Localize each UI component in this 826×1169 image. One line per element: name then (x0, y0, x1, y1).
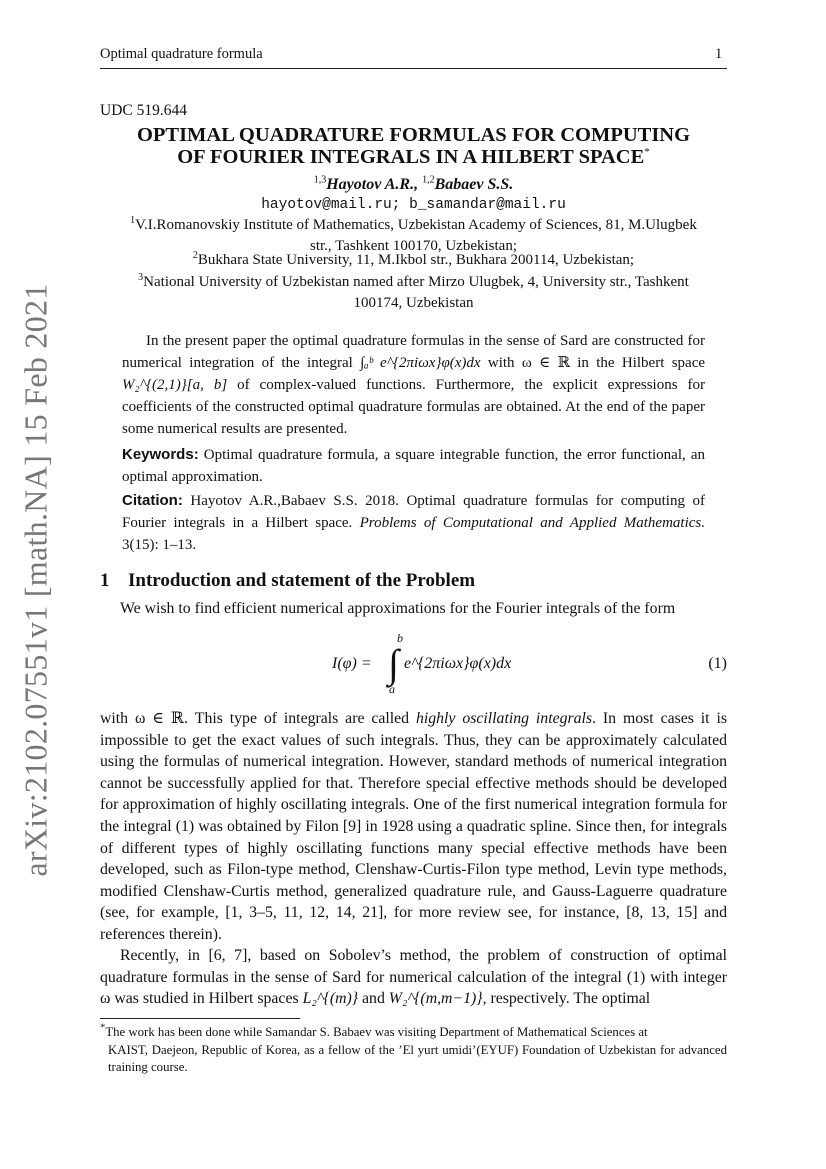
author-2-affil: 1,2 (422, 174, 435, 186)
section-number: 1 (100, 570, 110, 591)
intro-p2-text: Recently, in [6, 7], based on Sobolev’s method, the problem of construction of optimal quadrature formulas in the sense of Sard for numerical calculation of the integral (1) with integer ω was studied in Hilbert spaces (100, 947, 727, 1008)
keywords-label: Keywords: (122, 446, 199, 463)
affiliation-3 (100, 272, 727, 314)
intro-p1-emphasis: highly oscillating integrals (415, 710, 593, 727)
keywords-text: Optimal quadrature formula, a square integrable function, the error functional, an optimal approximation. (122, 447, 706, 485)
running-title: Optimal quadrature formula (100, 46, 263, 62)
affiliation-1-mark: 1 (130, 215, 136, 226)
equation-number: (1) (708, 655, 727, 672)
intro-p2-and: and (362, 990, 385, 1008)
udc-code: UDC 519.644 (100, 102, 187, 119)
intro-paragraph-2 (100, 945, 727, 1010)
abstract-text-1: In the present paper the optimal quadrature formulas in the sense of Sard are constructed for numerical integration of the integral (122, 333, 705, 371)
citation-text: Hayotov A.R.,Babaev S.S. 2018. Optimal quadrature formulas for computing of Fourier integrals in a Hilbert space. (122, 493, 705, 531)
arxiv-id: arXiv:2102.07551v1 [math.NA] 15 Feb 2021 (17, 283, 54, 877)
footnote-rule (100, 1018, 300, 1019)
paper-title (100, 124, 727, 168)
footnote-line-1: The work has been done while Samandar S. Babaev was visiting Department of Mathematical Sciences at (105, 1025, 648, 1039)
affiliation-1-line-2: str., Tashkent 100170, Uzbekistan; (310, 238, 517, 254)
keywords (122, 444, 705, 488)
section-title: Introduction and statement of the Problem (128, 570, 476, 591)
integral-sign: ∫ (388, 641, 399, 686)
equation-1 (100, 631, 727, 702)
intro-p1-text-a: with ω ∈ ℝ. This type of integrals are called (100, 710, 410, 727)
author-emails: hayotov@mail.ru; b_samandar@mail.ru (261, 197, 566, 213)
equation-lower-limit: a (389, 682, 395, 696)
title-line-1: OPTIMAL QUADRATURE FORMULAS FOR COMPUTING (136, 124, 691, 146)
equation-upper-limit: b (397, 631, 403, 645)
authors (100, 176, 727, 194)
abstract-space: W₂^{(2,1)}[a, b] (122, 377, 228, 393)
intro-p2-end: , respectively. The optimal (482, 990, 651, 1008)
footnote-continuation: KAIST, Daejeon, Republic of Korea, as a fellow of the ’El yurt umidi’(EYUF) Foundation of Uzbekistan for advanced training course. (108, 1042, 727, 1074)
citation (122, 490, 705, 556)
affiliation-3-mark: 3 (138, 272, 144, 283)
abstract-text-3: of complex-valued functions. Furthermore, the explicit expressions for coefficients of the constructed optimal quadrature formulas are obtained. At the end of the paper some numerical results are presented. (122, 377, 705, 437)
citation-issue: 3(15): 1–13. (122, 537, 197, 553)
footnote (100, 1024, 727, 1077)
intro-p2-space-1: L₂^{(m)} (302, 990, 359, 1008)
abstract-integral: ∫ₐᵇ e^{2πiωx}φ(x)dx (360, 355, 481, 371)
citation-label: Citation: (122, 492, 183, 509)
author-2: Babaev S.S. (434, 176, 514, 193)
affiliation-2-mark: 2 (192, 250, 198, 261)
footnote-mark: * (100, 1022, 106, 1034)
section-heading (100, 570, 475, 592)
intro-lead-text: We wish to find efficient numerical approximations for the Fourier integrals of the form (120, 600, 676, 617)
title-footnote-mark: * (644, 146, 650, 159)
citation-journal: Problems of Computational and Applied Mathematics. (359, 515, 705, 531)
author-1: Hayotov A.R., (326, 176, 419, 193)
affiliation-2 (100, 250, 727, 271)
intro-p1-text-b: . In most cases it is impossible to get the exact values of such integrals. Thus, they can be approximately calculated using the formulas of numerical integration. However, standard methods of numerical integration cannot be successfully applied for that. Therefore special effective methods should be developed for approximation of highly oscillating integrals. One of the first numerical integration formula for the integral (1) was obtained by Filon [9] in 1928 using a quadratic spline. Since then, for integrals of different types of highly oscillating functions many special effective methods have been developed, such as Filon-type method, Clenshaw-Curtis-Filon type method, Levin type methods, modified Clenshaw-Curtis method, generalized quadrature rule, and Gauss-Laguerre quadrature (see, for example, [1, 3–5, 11, 12, 14, 21], for more review see, for instance, [8, 13, 15] and references therein). (100, 710, 727, 943)
affiliation-3-line-2: 100174, Uzbekistan (353, 295, 474, 311)
affiliation-2-line-1: Bukhara State University, 11, M.Ikbol str., Bukhara 200114, Uzbekistan; (197, 252, 635, 268)
intro-paragraph-1 (100, 708, 727, 946)
affiliation-3-line-1: National University of Uzbekistan named after Mirzo Ulugbek, 4, University str., Tashkent (143, 274, 689, 290)
intro-p2-space-2: W₂^{(m,m−1)} (388, 990, 483, 1008)
arxiv-stamp (6, 283, 66, 877)
affiliation-1-line-1: V.I.Romanovskiy Institute of Mathematics, Uzbekistan Academy of Sciences, 81, M.Ulugbek (135, 217, 697, 233)
equation-rhs: e^{2πiωx}φ(x)dx (404, 655, 512, 672)
abstract (122, 330, 705, 440)
abstract-text-2: with ω ∈ ℝ in the Hilbert space (487, 355, 706, 371)
intro-lead (100, 598, 727, 620)
author-1-affil: 1,3 (313, 174, 327, 186)
equation-lhs: I(φ) = (332, 655, 372, 672)
title-line-2: OF FOURIER INTEGRALS IN A HILBERT SPACE (177, 146, 645, 168)
header-rule (100, 68, 727, 69)
page-number: 1 (715, 46, 723, 62)
